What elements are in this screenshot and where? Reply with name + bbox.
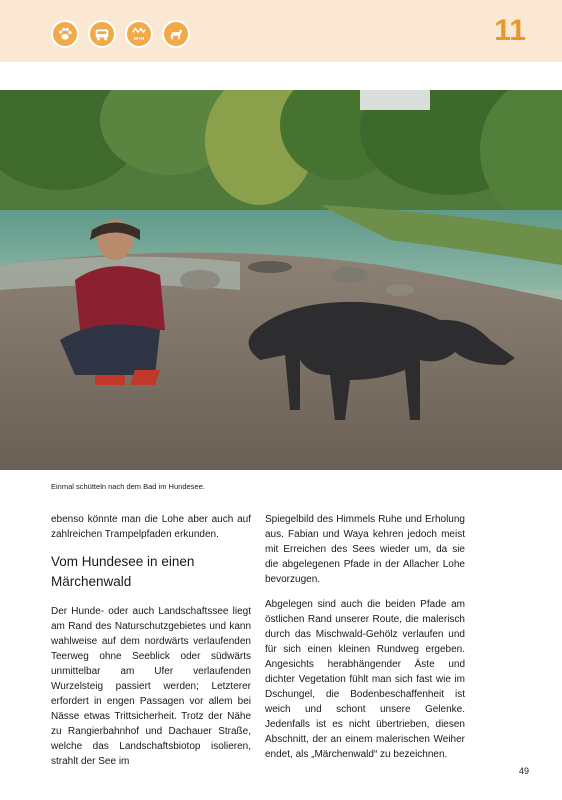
- photo-dog-shaking: [0, 90, 562, 470]
- page-number: 49: [518, 766, 529, 776]
- mvv-label: M+H: [133, 36, 145, 42]
- bus-icon: [88, 20, 116, 48]
- chapter-number: 11: [494, 14, 526, 47]
- dog-icon: [162, 20, 190, 48]
- body-paragraph: Abgelegen sind auch die beiden Pfade am östlichen Rand unserer Route, die malerisch durch das Mischwald-Gehölz verlaufen und für sich einen kleinen Rundweg ergeben. Angesichts herabhängender Äste und dichter Vegetation fühlt man sich fast wie im Dschungel, die Bodenbeschaffenheit ist weich und schont unsere Gelenke. Jedenfalls ist es nicht übertrieben, diesen Abschnitt, der an einem malerischen Weiher endet, als „Märchenwald“ zu bezeichnen.: [265, 599, 465, 760]
- chapter-header: [0, 0, 562, 62]
- paw-icon: [51, 20, 79, 48]
- intro-paragraph: ebenso könnte man die Lohe aber auch auf zahlreichen Trampelpfaden erkunden.: [51, 514, 251, 540]
- activity-icons: [51, 20, 190, 48]
- text-column-right: [265, 512, 465, 772]
- text-column-left: [51, 512, 251, 779]
- body-paragraph: Spiegelbild des Himmels Ruhe und Erholung aus. Fabian und Waya kehren jedoch meist mit Erreichen des Sees wieder um, da sie die abgelegenen Pfade in der Allacher Lohe bevorzugen.: [265, 514, 465, 585]
- section-heading: Vom Hundesee in einen Märchenwald: [51, 554, 195, 589]
- body-paragraph: Der Hunde- oder auch Landschaftssee liegt am Rand des Naturschutzgebietes und kann wahlweise auf dem nordwärts verlaufenden Teerweg ohne Seeblick oder südwärts unmittelbar am Ufer verlaufenden Wurzelsteig passiert werden; Letzterer erfordert in engen Passagen vor allem bei Nässe etwas Trittsicherheit. Trotz der Nähe zu Rangierbahnhof und Dachauer Straße, welche das Landschaftsbiotop isolieren, strahlt der See im: [51, 606, 251, 767]
- photo-caption: Einmal schütteln nach dem Bad im Hundesee.: [51, 482, 205, 491]
- mvv-icon: [125, 20, 153, 48]
